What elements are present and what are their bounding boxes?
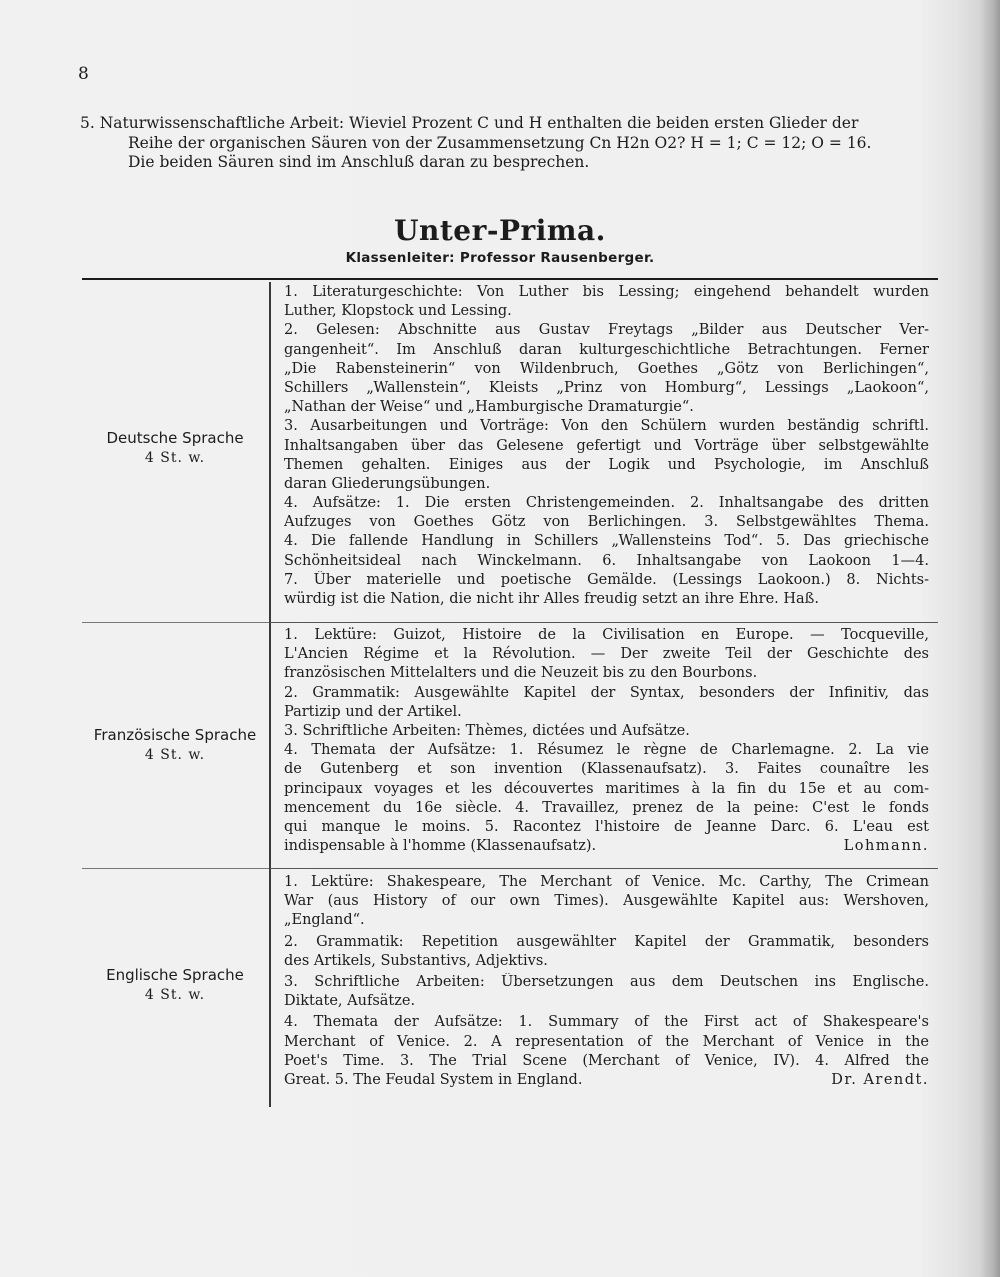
content-line-text: Diktate, Aufsätze. <box>284 993 416 1010</box>
content-line <box>284 321 929 340</box>
content-line <box>284 360 929 379</box>
content-line <box>284 780 929 799</box>
content-line <box>284 626 929 645</box>
intro-paragraph <box>80 114 925 173</box>
content-line <box>284 302 929 321</box>
content-line-text: „Nathan der Weise“ und „Hamburgische Dramaturgie“. <box>284 399 694 416</box>
content-line <box>284 283 929 302</box>
row-divider <box>82 868 269 869</box>
content-line-text: 1. Lektüre: Shakespeare, The Merchant of Venice. Mc. Carthy, The Crimean <box>284 874 929 890</box>
content-line-text: französischen Mittelalters und die Neuzeit bis zu den Bourbons. <box>284 665 758 682</box>
subject-cell-franzoesisch <box>80 725 270 765</box>
content-line <box>284 341 929 360</box>
content-line-text: 2. Grammatik: Repetition ausgewählter Kapitel der Grammatik, besonders <box>284 933 929 950</box>
content-line-text: qui manque le moins. 5. Racontez l'histoire de Jeanne Darc. 6. L'eau est <box>284 818 929 835</box>
content-line-text: Luther, Klopstock und Lessing. <box>284 303 512 320</box>
content-line <box>284 1033 929 1052</box>
table-top-rule <box>82 278 938 280</box>
content-line <box>284 760 929 779</box>
content-cell-englisch <box>284 873 929 1090</box>
content-line-text: „England“. <box>284 912 365 929</box>
content-line-text: Schönheitsideal nach Winckelmann. 6. Inhaltsangabe von Laokoon 1—4. <box>284 552 929 569</box>
content-line-text: 3. Schriftliche Arbeiten: Thèmes, dictées und Aufsätze. <box>284 722 690 739</box>
content-line-text: principaux voyages et les découvertes maritimes à la fin du 15e et au com- <box>284 780 929 797</box>
content-cell-franzoesisch <box>284 626 929 856</box>
content-line <box>284 513 929 532</box>
content-line-text: „Die Rabensteinerin“ von Wildenbruch, Goethes „Götz von Berlichingen“, <box>284 360 929 377</box>
content-line <box>284 818 929 837</box>
content-line <box>284 664 929 683</box>
content-line <box>284 799 929 818</box>
teacher-signature: Dr. Arendt. <box>831 1071 929 1088</box>
row-divider <box>270 622 938 623</box>
content-line-text: 4. Themata der Aufsätze: 1. Summary of the First act of Shakespeare's <box>284 1014 929 1031</box>
content-line <box>284 1013 929 1032</box>
subject-name: Englische Sprache <box>106 966 244 984</box>
content-line-text: 3. Ausarbeitungen und Vorträge: Von den Schülern wurden beständig schriftl. <box>284 418 929 435</box>
content-line <box>284 892 929 911</box>
class-title: Unter-Prima. <box>394 214 606 247</box>
intro-line: 5. Naturwissenschaftliche Arbeit: Wieviel Prozent C und H enthalten die beiden ersten Glieder der <box>80 114 859 132</box>
page-edge-shadow <box>980 0 1000 1277</box>
content-line <box>284 552 929 571</box>
content-line-text: Great. 5. The Feudal System in England. <box>284 1071 583 1088</box>
subject-cell-deutsch <box>80 428 270 468</box>
content-line <box>284 571 929 590</box>
content-line-text: 1. Literaturgeschichte: Von Luther bis Lessing; eingehend behandelt wurden <box>284 284 929 300</box>
content-line-text: Themen gehalten. Einiges aus der Logik und Psychologie, im Anschluß <box>284 456 929 473</box>
content-line <box>284 837 929 856</box>
class-teacher: Klassenleiter: Professor Rausenberger. <box>345 250 655 266</box>
intro-line: Die beiden Säuren sind im Anschluß daran zu besprechen. <box>128 153 590 171</box>
content-line <box>284 645 929 664</box>
subject-hours: 4 St. w. <box>144 747 206 763</box>
content-line <box>284 437 929 456</box>
content-line <box>284 933 929 952</box>
content-line <box>284 992 929 1011</box>
content-line <box>284 722 929 741</box>
content-line <box>284 379 929 398</box>
content-line-text: Schillers „Wallenstein“, Kleists „Prinz von Homburg“, Lessings „Laokoon“, <box>284 379 929 396</box>
content-line <box>284 952 929 971</box>
subject-cell-englisch <box>80 965 270 1005</box>
content-line-text: Partizip und der Artikel. <box>284 703 462 720</box>
content-cell-deutsch <box>284 283 929 609</box>
content-line-text: 1. Lektüre: Guizot, Histoire de la Civilisation en Europe. — Tocqueville, <box>284 627 929 643</box>
content-line-text: 4. Themata der Aufsätze: 1. Résumez le règne de Charlemagne. 2. La vie <box>284 742 929 759</box>
content-line-text: Poet's Time. 3. The Trial Scene (Merchant of Venice, IV). 4. Alfred the <box>284 1052 929 1069</box>
content-line-text: Aufzuges von Goethes Götz von Berlichingen. 3. Selbstgewähltes Thema. <box>284 514 929 531</box>
subject-hours: 4 St. w. <box>144 987 206 1003</box>
content-line-text: 2. Grammatik: Ausgewählte Kapitel der Syntax, besonders der Infinitiv, das <box>284 684 929 701</box>
content-line <box>284 456 929 475</box>
content-line-text: L'Ancien Régime et la Révolution. — Der zweite Teil der Geschichte des <box>284 646 929 663</box>
row-divider <box>82 622 269 623</box>
content-line-text: 3. Schriftliche Arbeiten: Übersetzungen aus dem Deutschen ins Englische. <box>284 973 929 990</box>
page-number: 8 <box>78 64 89 84</box>
content-line-text: War (aus History of our own Times). Ausgewählte Kapitel aus: Wershoven, <box>284 893 929 910</box>
content-line-text: 4. Die fallende Handlung in Schillers „Wallensteins Tod“. 5. Das griechische <box>284 533 929 550</box>
content-line-text: daran Gliederungsübungen. <box>284 475 491 492</box>
content-line <box>284 703 929 722</box>
content-line-text: 4. Aufsätze: 1. Die ersten Christengemeinden. 2. Inhaltsangabe des dritten <box>284 495 929 512</box>
subject-hours: 4 St. w. <box>144 450 206 466</box>
intro-line: Reihe der organischen Säuren von der Zusammensetzung Cn H2n O2? H = 1; C = 12; O = 16. <box>128 133 872 152</box>
content-line <box>284 475 929 494</box>
content-line <box>284 398 929 417</box>
content-line <box>284 417 929 436</box>
content-line-text: des Artikels, Substantivs, Adjektivs. <box>284 952 548 969</box>
content-line-text: 7. Über materielle und poetische Gemälde. (Lessings Laokoon.) 8. Nichts- <box>284 571 929 588</box>
content-line-text: de Gutenberg et son invention (Klassenaufsatz). 3. Faites counaître les <box>284 761 929 778</box>
content-line-text: gangenheit“. Im Anschluß daran kulturgeschichtliche Betrachtungen. Ferner <box>284 341 929 358</box>
content-line <box>284 532 929 551</box>
content-line <box>284 741 929 760</box>
row-divider <box>270 868 938 869</box>
content-line-text: mencement du 16e siècle. 4. Travaillez, prenez de la peine: C'est le fonds <box>284 799 929 816</box>
content-line-text: 2. Gelesen: Abschnitte aus Gustav Freytags „Bilder aus Deutscher Ver- <box>284 322 929 339</box>
subject-name: Französische Sprache <box>93 726 257 744</box>
content-line <box>284 911 929 930</box>
content-line <box>284 684 929 703</box>
teacher-signature: Lohmann. <box>843 838 929 855</box>
content-line-text: Merchant of Venice. 2. A representation of the Merchant of Venice in the <box>284 1033 929 1050</box>
content-line-text: Inhaltsangaben über das Gelesene gefertigt und Vorträge über selbstgewählte <box>284 437 929 454</box>
content-line <box>284 1052 929 1071</box>
content-line <box>284 494 929 513</box>
subject-name: Deutsche Sprache <box>106 429 244 447</box>
content-line <box>284 1071 929 1090</box>
content-line-text: würdig ist die Nation, die nicht ihr Alles freudig setzt an ihre Ehre. Haß. <box>284 591 819 607</box>
content-line <box>284 590 929 609</box>
content-line <box>284 973 929 992</box>
content-line <box>284 873 929 892</box>
content-line-text: indispensable à l'homme (Klassenaufsatz). <box>284 838 597 855</box>
